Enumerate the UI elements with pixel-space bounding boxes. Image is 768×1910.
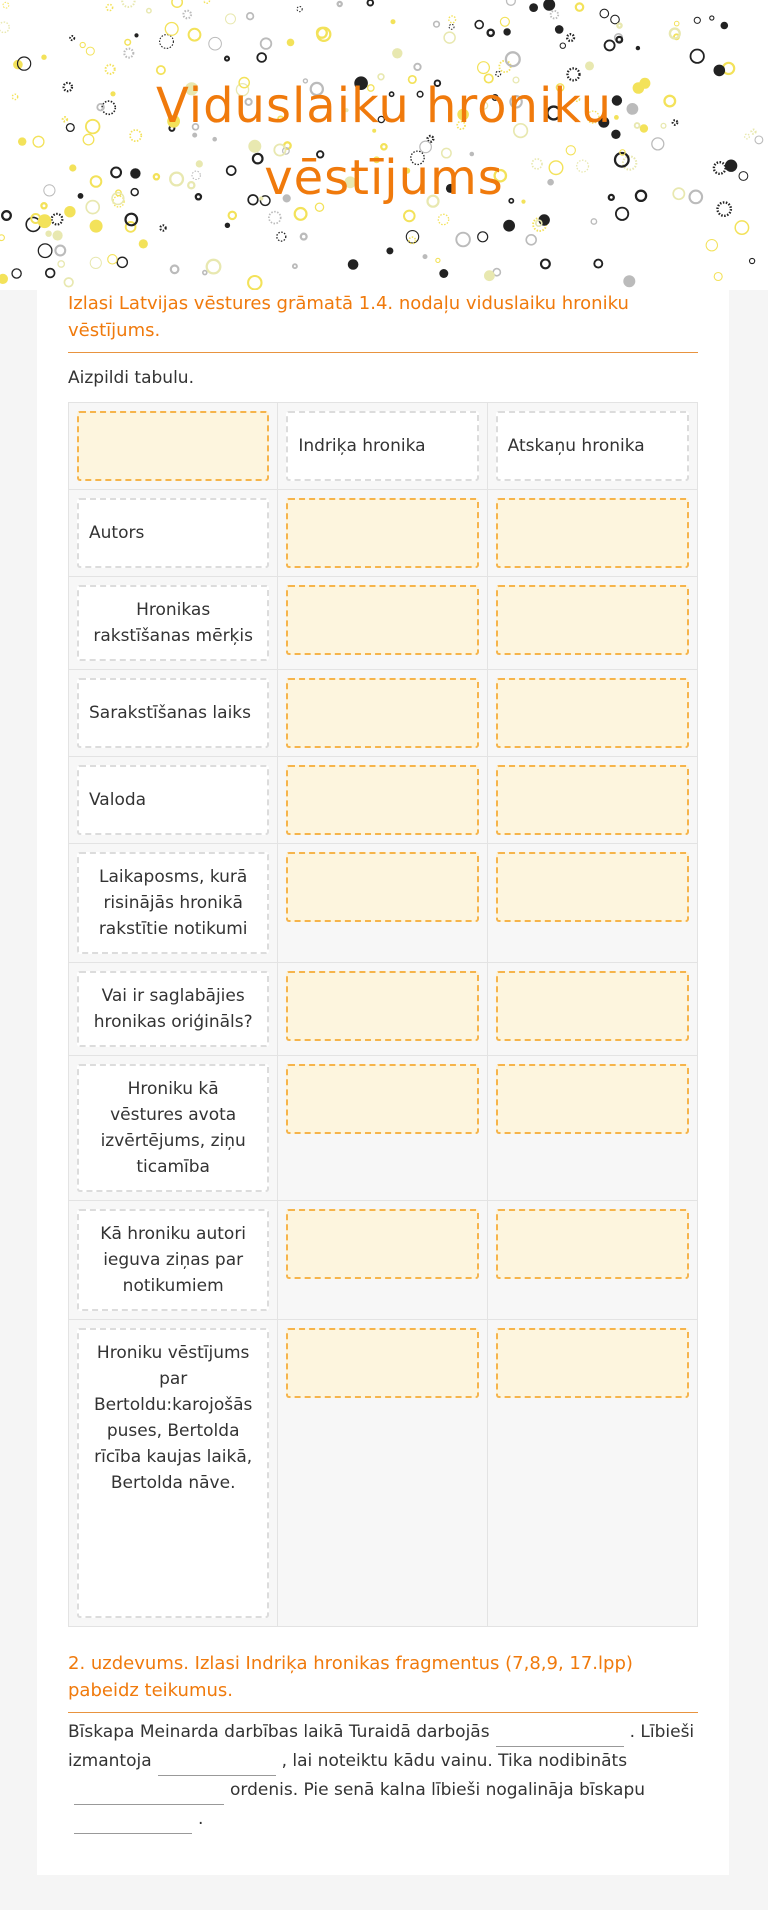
worksheet-card [37,290,729,1875]
decorative-dot [507,0,516,5]
decorative-dot [456,233,470,247]
table-cell [69,1056,278,1200]
decorative-dot [38,214,52,228]
row-label-card[interactable]: Autors [77,498,269,568]
decorative-dot [623,275,635,287]
decorative-dot [247,13,254,20]
drop-target[interactable] [286,498,478,568]
drop-target[interactable] [286,585,478,655]
decorative-dot [86,47,94,55]
decorative-dot [106,4,112,10]
decorative-dot [124,49,133,58]
table-cell [69,1201,278,1319]
decorative-dot [611,15,620,24]
page-title-line1: Viduslaiku hroniku [155,78,613,134]
answer-table [68,402,698,1627]
table-cell [488,1201,697,1319]
decorative-dot [248,276,261,289]
table-cell [488,490,697,576]
row-label-card[interactable]: Laikaposms, kurā risinājās hronikā rakstītie notikumi [77,852,269,954]
decorative-dot [368,0,374,6]
decorative-dot [90,220,103,233]
drop-target[interactable] [286,1209,478,1279]
decorative-dot [58,261,64,267]
decorative-dot [12,269,21,278]
table-cell [278,1201,487,1319]
decorative-dot [567,34,574,41]
decorative-dot [226,14,236,24]
decorative-dot [444,32,455,43]
sentence-part: , lai noteiktu kādu vainu. Tika nodibināts [281,1751,628,1771]
table-header-row [69,403,697,490]
decorative-dot [55,246,65,256]
decorative-dot [338,2,342,6]
drop-target[interactable] [496,1064,689,1134]
decorative-dot [555,25,564,34]
decorative-dot [90,257,101,268]
decorative-dot [750,258,755,263]
decorative-dot [706,240,717,251]
decorative-dot [594,260,602,268]
blank-input[interactable] [496,1726,624,1747]
row-label-card[interactable]: Hroniku vēstījums par Bertoldu:karojošās puses, Bertolda rīcība kaujas laikā, Bertolda nāve. [77,1328,269,1618]
decorative-dot [225,57,229,61]
table-cell [488,963,697,1055]
table-cell [488,757,697,843]
decorative-dot [171,266,179,274]
decorative-dot [117,257,127,267]
table-row [69,1056,697,1201]
decorative-dot [261,38,272,49]
blank-input[interactable] [158,1755,276,1776]
table-row [69,963,697,1056]
table-cell [69,577,278,669]
decorative-dot [108,255,117,264]
drop-target[interactable] [496,678,689,748]
decorative-dot [600,9,609,18]
decorative-dot [560,43,565,48]
decorative-dot [434,21,440,27]
sentence-part: Bīskapa Meinarda darbības laikā Turaidā darbojās [68,1722,490,1742]
decorative-dot [423,254,428,259]
table-cell [278,844,487,962]
sentence-part: ordenis. Pie senā kalna lībieši nogalināja bīskapu [230,1780,646,1800]
drop-target[interactable] [286,1328,478,1398]
decorative-dot [287,39,295,47]
blank-input[interactable] [74,1813,192,1834]
decorative-dot [125,40,131,46]
decorative-dot [172,0,182,7]
table-cell [488,403,697,489]
decorative-dot [478,232,488,242]
drop-target[interactable] [286,765,478,835]
drop-target[interactable] [496,765,689,835]
decorative-dot [674,21,679,26]
row-label-card[interactable]: Vai ir saglabājies hronikas oriģināls? [77,971,269,1047]
drop-target[interactable] [286,852,478,922]
table-cell [488,1056,697,1200]
decorative-dot [293,264,297,268]
decorative-dot [203,271,207,275]
decorative-dot [605,40,615,50]
table-cell [488,844,697,962]
table-cell [69,1320,278,1626]
decorative-dot [122,0,134,7]
table-cell [278,1056,487,1200]
row-label-card[interactable]: Kā hroniku autori ieguva ziņas par notikumiem [77,1209,269,1311]
decorative-dot [126,214,138,226]
sentence-part: . Lībieši izmantoja [68,1722,695,1771]
decorative-dot [139,239,148,248]
drop-target[interactable] [286,971,478,1041]
decorative-dot [439,269,448,278]
table-cell [69,757,278,843]
task1-instruction: Aizpildi tabulu. [68,368,194,388]
table-cell [69,490,278,576]
decorative-dot [160,225,165,230]
decorative-dot [541,260,550,269]
decorative-dot [543,0,555,11]
decorative-dot [551,11,559,19]
decorative-dot [529,3,538,12]
decorative-dot [475,21,483,29]
decorative-dot [714,273,722,281]
table-cell [69,844,278,962]
decorative-dot [526,235,536,245]
decorative-dot [160,35,174,49]
decorative-dot [735,221,748,234]
decorative-dot [0,235,4,241]
table-row [69,490,697,577]
decorative-dot [297,7,302,12]
decorative-dot [38,244,52,258]
table-cell [278,670,487,756]
decorative-dot [52,214,63,225]
decorative-dot [64,278,73,287]
decorative-dot [147,9,151,13]
drop-target[interactable] [496,1209,689,1279]
fill-in-paragraph [68,1718,698,1834]
table-cell [278,577,487,669]
decorative-dot [0,274,8,284]
decorative-dot [710,16,714,20]
decorative-dot [484,270,495,281]
drop-target[interactable] [496,498,689,568]
table-row [69,1320,697,1626]
decorative-dot [189,29,201,41]
decorative-dot [204,0,210,3]
drop-target[interactable] [286,678,478,748]
decorative-dot [225,223,230,228]
drop-target[interactable] [496,852,689,922]
drop-target[interactable] [77,411,269,481]
table-cell [488,670,697,756]
column-header-atskanu[interactable]: Atskaņu hronika [496,411,689,481]
decorative-dot [45,231,51,237]
row-label-card[interactable]: Valoda [77,765,269,835]
table-cell [278,963,487,1055]
decorative-dot [617,37,623,43]
decorative-dot [165,23,178,36]
decorative-dot [134,33,138,37]
decorative-dot [506,52,520,66]
drop-target[interactable] [496,971,689,1041]
decorative-dot [576,3,583,10]
decorative-dot [391,19,396,24]
blank-input[interactable] [74,1784,224,1805]
decorative-dot [591,219,596,224]
table-cell [69,670,278,756]
decorative-dot [436,258,440,262]
decorative-dot [348,259,359,270]
decorative-dot [80,42,85,47]
decorative-dot [41,55,46,60]
table-cell [488,577,697,669]
table-cell [488,1320,697,1626]
page-title [0,70,768,214]
decorative-dot [209,37,222,50]
decorative-dot [257,53,266,62]
decorative-dot [0,22,9,32]
decorative-dot [392,48,402,58]
table-cell [69,403,278,489]
decorative-dot [53,230,63,240]
table-cell [69,963,278,1055]
drop-target[interactable] [496,1328,689,1398]
decorative-dot [636,46,640,50]
task1-title: Izlasi Latvijas vēstures grāmatā 1.4. nodaļu viduslaiku hroniku vēstījums. [68,290,698,353]
decorative-dot [500,17,509,26]
decorative-dot [277,232,286,241]
drop-target[interactable] [286,1064,478,1134]
table-row [69,844,697,963]
row-label-card[interactable]: Sarakstīšanas laiks [77,678,269,748]
task2-title: 2. uzdevums. Izlasi Indriķa hronikas fragmentus (7,8,9, 17.lpp) pabeidz teikumus. [68,1650,698,1713]
decorative-dot [617,24,621,28]
drop-target[interactable] [496,585,689,655]
sentence-part: . [198,1809,204,1829]
page-title-line2: vēstījums [264,150,504,206]
decorative-dot [183,11,191,19]
table-row [69,577,697,670]
header-banner [0,0,768,290]
decorative-dot [503,220,515,232]
table-cell [278,490,487,576]
decorative-dot [449,24,454,29]
decorative-dot [46,269,55,278]
table-cell [278,403,487,489]
row-label-card[interactable]: Hroniku kā vēstures avota izvērtējums, ziņu ticamība [77,1064,269,1192]
decorative-dot [438,214,448,224]
row-label-card[interactable]: Hronikas rakstīšanas mērķis [77,585,269,661]
table-row [69,1201,697,1320]
table-row [69,670,697,757]
decorative-dot [721,22,729,30]
decorative-dot [694,17,700,23]
decorative-dot [70,36,74,40]
decorative-dot [503,28,510,35]
decorative-dot [207,260,221,274]
decorative-dot [3,2,9,8]
decorative-dot [386,247,393,254]
decorative-dot [691,50,704,63]
table-row [69,757,697,844]
table-cell [278,1320,487,1626]
decorative-dot [449,16,456,23]
column-header-indrika[interactable]: Indriķa hronika [286,411,478,481]
table-cell [278,757,487,843]
decorative-dot [488,30,494,36]
decorative-dot [301,234,307,240]
